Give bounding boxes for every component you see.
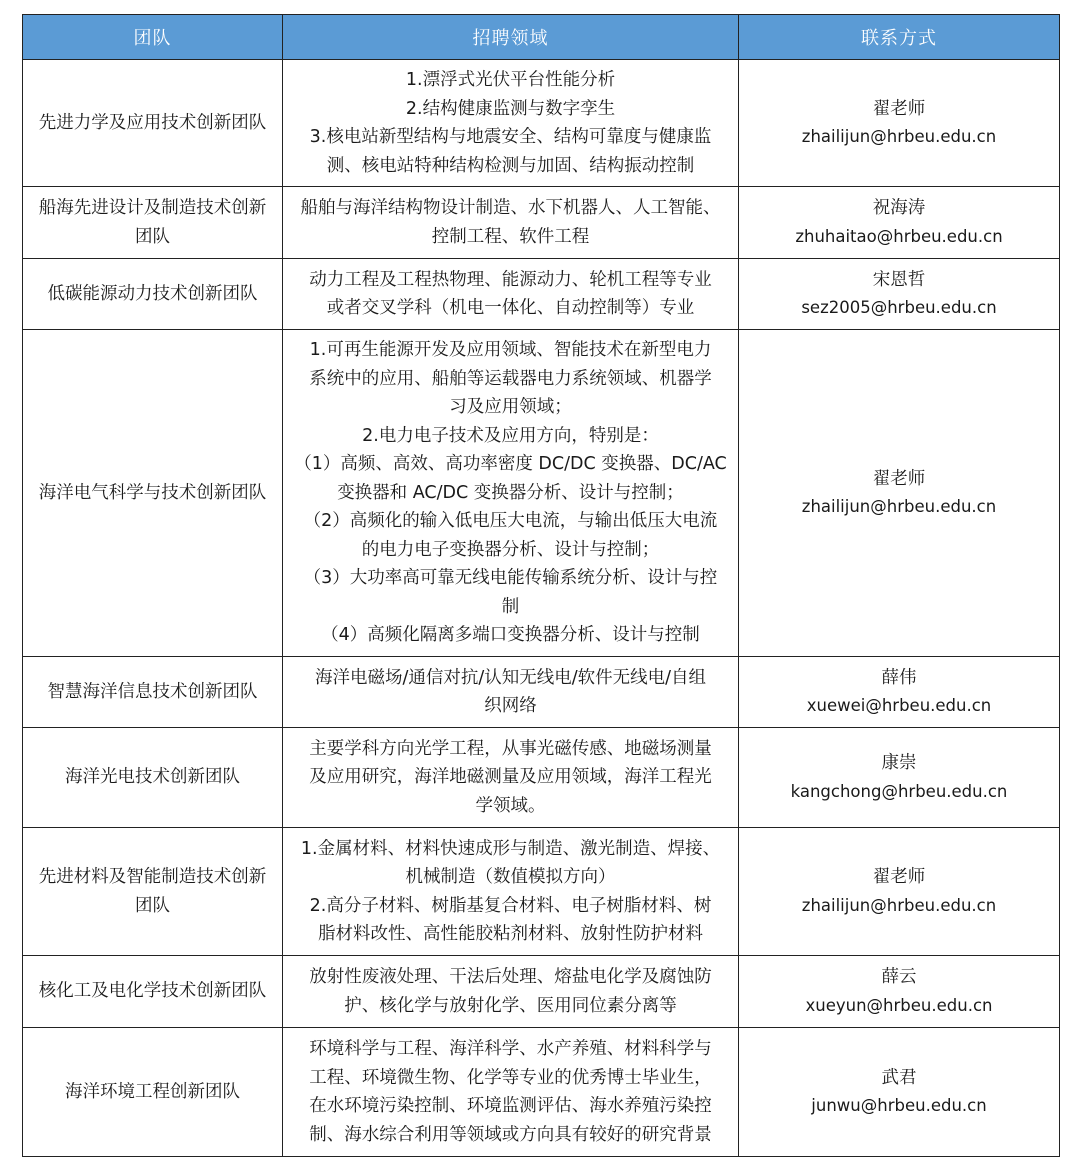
field-cell [283, 728, 739, 828]
contact-email[interactable]: xuewei@hrbeu.edu.cn [806, 696, 992, 715]
field-line: 放射性废液处理、干法后处理、熔盐电化学及腐蚀防 [309, 967, 712, 987]
contact-name: 祝海涛 [872, 198, 926, 218]
table-body [23, 60, 1060, 1157]
contact-cell [739, 187, 1060, 259]
table-row [23, 657, 1060, 728]
table-row [23, 728, 1060, 828]
table-header [23, 15, 1060, 60]
contact-email[interactable]: zhailijun@hrbeu.edu.cn [801, 895, 997, 915]
contact-email[interactable]: zhailijun@hrbeu.edu.cn [801, 127, 997, 146]
header-row [23, 15, 1060, 60]
contact-name: 宋恩哲 [872, 269, 926, 290]
contact-email[interactable]: zhuhaitao@hrbeu.edu.cn [795, 226, 1003, 246]
contact-email[interactable]: kangchong@hrbeu.edu.cn [790, 781, 1008, 801]
contact-cell [739, 1028, 1060, 1157]
contact-name: 薛伟 [881, 667, 917, 688]
field-line: （1）高频、高效、高功率密度 DC/DC 变换器、DC/AC [294, 454, 727, 475]
team-cell: 海洋环境工程创新团队 [23, 1028, 283, 1157]
field-line: 环境科学与工程、海洋科学、水产养殖、材料科学与 [309, 1039, 712, 1059]
field-line: 测、核电站特种结构检测与加固、结构振动控制 [326, 155, 695, 176]
contact-name: 武君 [881, 1067, 917, 1088]
field-line: 在水环境污染控制、环境监测评估、海水养殖污染控 [309, 1096, 712, 1116]
field-cell [283, 828, 739, 956]
contact-name: 翟老师 [872, 867, 926, 887]
table-row [23, 1028, 1060, 1157]
field-line: 1.漂浮式光伏平台性能分析 [405, 70, 616, 90]
field-line: 工程、环境微生物、化学等专业的优秀博士毕业生， [309, 1067, 712, 1088]
field-cell [283, 330, 739, 657]
contact-email[interactable]: sez2005@hrbeu.edu.cn [801, 298, 997, 317]
field-line: 控制工程、软件工程 [431, 226, 590, 247]
field-line: 3.核电站新型结构与地震安全、结构可靠度与健康监 [309, 127, 712, 147]
team-cell: 先进力学及应用技术创新团队 [23, 60, 283, 187]
field-line: 船舶与海洋结构物设计制造、水下机器人、人工智能、 [300, 198, 721, 218]
field-line: 及应用研究，海洋地磁测量及应用领域，海洋工程光 [309, 767, 712, 788]
field-line: （3）大功率高可靠无线电能传输系统分析、设计与控 [303, 568, 718, 589]
field-line: 机械制造（数值模拟方向） [405, 867, 616, 887]
field-line: （2）高频化的输入低电压大电流，与输出低压大电流 [303, 511, 718, 532]
field-line: 2.结构健康监测与数字孪生 [405, 98, 616, 119]
contact-cell [739, 330, 1060, 657]
field-line: 脂材料改性、高性能胶粘剂材料、放射性防护材料 [318, 924, 703, 944]
contact-name: 翟老师 [872, 468, 926, 489]
table-row [23, 828, 1060, 956]
field-cell [283, 1028, 739, 1157]
field-line: 动力工程及工程热物理、能源动力、轮机工程等专业 [309, 269, 712, 290]
field-line: 制、海水综合利用等领域或方向具有较好的研究背景 [309, 1124, 712, 1145]
team-cell: 核化工及电化学技术创新团队 [23, 956, 283, 1028]
field-line: 2.电力电子技术及应用方向，特别是： [362, 425, 659, 446]
team-cell: 先进材料及智能制造技术创新团队 [23, 828, 283, 956]
team-cell: 海洋电气科学与技术创新团队 [23, 330, 283, 657]
contact-cell [739, 728, 1060, 828]
field-cell [283, 956, 739, 1028]
table-row [23, 60, 1060, 187]
field-line: 学领域。 [475, 795, 546, 816]
contact-cell [739, 60, 1060, 187]
field-line: 系统中的应用、船舶等运载器电力系统领域、机器学 [309, 368, 712, 389]
table-row [23, 330, 1060, 657]
field-line: 习及应用领域； [449, 397, 572, 418]
field-line: 护、核化学与放射化学、医用同位素分离等 [344, 995, 677, 1016]
field-line: 的电力电子变换器分析、设计与控制； [361, 539, 660, 560]
contact-cell [739, 828, 1060, 956]
header-field: 招聘领域 [283, 15, 739, 60]
field-line: 变换器和 AC/DC 变换器分析、设计与控制； [337, 482, 684, 503]
recruitment-table [22, 14, 1060, 1157]
field-cell [283, 187, 739, 259]
team-cell: 智慧海洋信息技术创新团队 [23, 657, 283, 728]
team-cell: 海洋光电技术创新团队 [23, 728, 283, 828]
field-cell [283, 259, 739, 330]
field-line: 织网络 [484, 696, 537, 716]
team-cell: 船海先进设计及制造技术创新团队 [23, 187, 283, 259]
field-line: 1.金属材料、材料快速成形与制造、激光制造、焊接、 [300, 838, 721, 859]
field-line: 1.可再生能源开发及应用领域、智能技术在新型电力 [309, 340, 712, 361]
header-contact: 联系方式 [739, 15, 1060, 60]
table-row [23, 956, 1060, 1028]
field-line: 制 [501, 596, 520, 617]
contact-cell [739, 657, 1060, 728]
contact-name: 薛云 [881, 967, 917, 987]
table-row [23, 259, 1060, 330]
team-cell: 低碳能源动力技术创新团队 [23, 259, 283, 330]
contact-cell [739, 956, 1060, 1028]
field-line: 或者交叉学科（机电一体化、自动控制等）专业 [326, 298, 695, 318]
contact-name: 翟老师 [872, 98, 926, 119]
field-line: 主要学科方向光学工程，从事光磁传感、地磁场测量 [309, 738, 712, 759]
field-cell [283, 60, 739, 187]
contact-email[interactable]: xueyun@hrbeu.edu.cn [805, 995, 993, 1015]
contact-cell [739, 259, 1060, 330]
table-row [23, 187, 1060, 259]
field-line: 海洋电磁场/通信对抗/认知无线电/软件无线电/自组 [314, 667, 707, 688]
contact-email[interactable]: zhailijun@hrbeu.edu.cn [801, 497, 997, 516]
field-cell [283, 657, 739, 728]
field-line: （4）高频化隔离多端口变换器分析、设计与控制 [321, 625, 700, 646]
field-line: 2.高分子材料、树脂基复合材料、电子树脂材料、树 [309, 895, 712, 916]
contact-email[interactable]: junwu@hrbeu.edu.cn [811, 1096, 987, 1115]
contact-name: 康崇 [881, 753, 917, 773]
header-team: 团队 [23, 15, 283, 60]
